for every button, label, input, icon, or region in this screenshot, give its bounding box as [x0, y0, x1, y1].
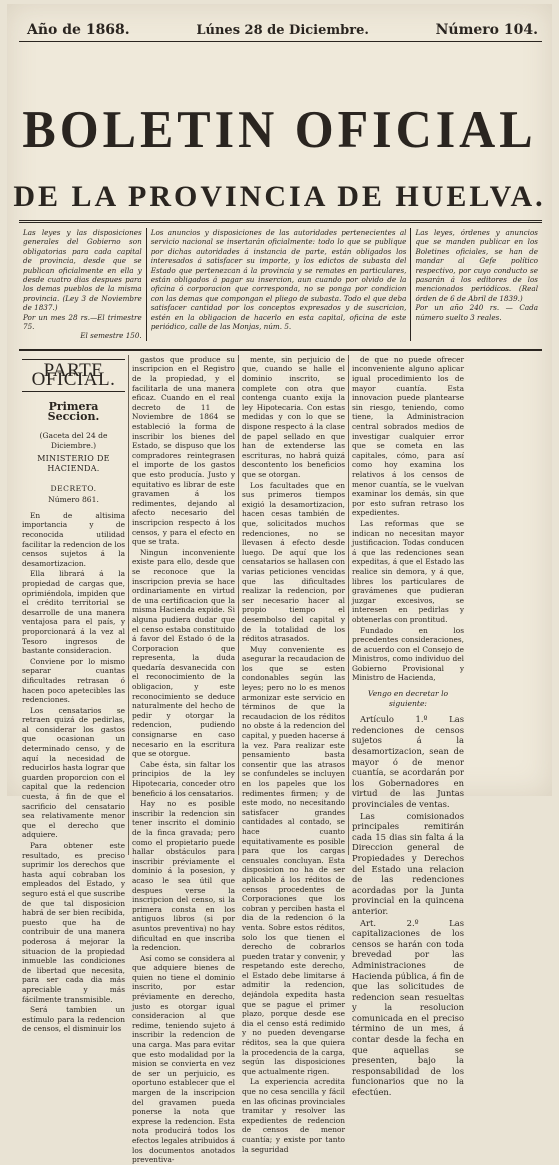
paragraph: Las reformas que se indican no necesitan mayor justificacion. Todas conducen á que las redenciones sean expeditas, á que el Estado las realice sin demora, y á que, libres los particulares de gravámenes que pudieran juzgar excesivos, se interesen en pedirlas y obtenerlas con prontitud. [352, 518, 464, 624]
paragraph: Así como se considera al que adquiere bienes de quien no tiene el dominio inscrito, por estar préviamente en derecho, justo es otorgar igual consideracion al que redime, teniendo sujeto á inscribir la redencion de una carga. Mas para evitar que esto modalidad por la mision se convierta en vez de ser un perjuicio, es oportuno establecer que el margen de la inscripcion del gravamen pueda ponerse la nota que exprese la redencion. Esta nota producirá todos los efectos legales atribuidos á los documentos anotados preventiva- [132, 953, 235, 1165]
paragraph: Cabe ésta, sin faltar los principios de la ley Hipotecaria, conceder otro beneficio á los censatarios. [132, 759, 235, 798]
body-columns [19, 349, 542, 1165]
header-line [7, 4, 552, 38]
notice-right-price: Por un año 240 rs. — Cada número suelto 3 reales. [415, 303, 538, 322]
paragraph: gastos que produce su inscripcion en el Registro de la propiedad, y el facilitarla de una manera eficaz. Cuando en el real decreto de 11 de Noviembre de 1864 se estableció la forma de inscribir los bienes del Estado, se dispuso que los compradores reintegrasen el importe de los gastos que esto producía. Justo y equitativo es librar de este gravamen á los redimentes, dejando al afecto necesario del inscripcion respecto á los censos, y para el efecto en que se trata. [132, 354, 235, 547]
article-1b: Las comisionados principales remitirán cada 15 dias sin falta á la Direccion general de Propiedades y Derechos del Estado una relacion de las redenciones acordadas por la Junta provincial en la quincena anterior. [352, 810, 464, 916]
notice-center: Los anuncios y disposiciones de las autoridades pertenecientes al servicio nacional se insertarán oficialmente: todo lo que se publique por dichas autoridades á instancia de parte, están obligados los interesados á satisfacer su importe, y los edictos de subasta del Estado que pertenezcan á la provincia y se remates en particulares, están obligados á pagar su insercion, aun cuando por olvido de la oficina ó corporacion que corresponda, no se ponga por condicion con las demas que compongan el pliego de subasta. Todo el que deba satisfacer cantidad por los conceptos expresados y de suscricion, estén en la obligacion de hacerlo en esta capital, oficina de este periódico, calle de las Monjas, núm. 5. [147, 228, 412, 341]
paragraph: Ningun inconveniente existe para ello, desde que se reconoce que la inscripcion previa se hace ordinariamente en virtud de una certificacion que la misma Hacienda expide. Si alguna pudiera dudar que el censo estaba constituido á favor del Estado ó de la Corporacion que representa, la duda quedaría desvanecida con el reconocimiento de la obligacion, y este reconocimiento se deduce naturalmente del hecho de pedir y otorgar la redencion, pudiendo consignarse en caso necesario en la escritura que se otorgue. [132, 547, 235, 759]
notice-right-text: Las leyes, órdenes y anuncios que se manden publicar en los Boletines oficiales, se han de mandar al Gefe político respectivo, por cuyo conducto se pasarán á los editores de los mencionados periódicos. (Real órden de 6 de Abril de 1839.) [415, 228, 538, 303]
paragraph: Conviene por lo mismo separar cuantas dificultades retrasan ó hacen poco apetecibles las redenciones. [22, 656, 125, 705]
paragraph: Hay no es posible inscribir la redencion sin tener inscrito el dominio de la finca gravada; pero como el propietario puede hallar obstáculos para inscribir préviamente el dominio á la posesion, y acaso le sea útil que despues verse la inscripcion del censo, si la primera consta en los antiguos libros (si por asuntos preventiva) no hay dificultad en que inscriba la redencion. [132, 799, 235, 953]
column-2 [129, 354, 239, 1165]
column-4 [349, 354, 467, 1098]
paragraph: Los censatarios se retraen quizá de pedirlas, al considerar los gastos que ocasionan un determinado censo, y de aquí la necesidad de reducirlos hasta lograr que guarden proporcion con el capital que la redencion cuesta, á fin de que el sacrificio del censatario sea relativamente menor que el derecho que adquiere. [22, 705, 125, 840]
header-year: Año de 1868. [27, 22, 130, 38]
notice-left-price2: El semestre 150. [80, 331, 142, 341]
paragraph: Será tambien un estímulo para la redencion de censos, el disminuir los [22, 1005, 125, 1034]
paragraph: Fundado en los precedentes consideraciones, de acuerdo con el Consejo de Ministros, como individuo del Gobierno Provisional y Ministro de Hacienda, [352, 625, 464, 683]
paragraph: En de altisima importancia y de reconocida utilidad facilitar la redencion de los censos sujetos á la desamortizacion. [22, 510, 125, 568]
notices-row [19, 228, 542, 341]
newspaper-page [7, 4, 552, 1165]
masthead-title: BOLETIN OFICIAL [22, 99, 537, 159]
paragraph: Para obtener este resultado, es preciso suprimir los derechos que hasta aquí cobraban los empleados del Estado, y seguro está el que suscribe de que tal disposicion habrá de ser bien recibida, puesto que ha de contribuir de una manera poderosa á mejorar la situacion de la propiedad inmueble las condiciones de libertad que necesita, para ser cada dia más apreciable y más fácilmente transmisible. [22, 841, 125, 1004]
decreto-heading: DECRETO. [50, 483, 97, 493]
article-1: Artículo 1.º Las redenciones de censos sujetos á la desamortizacion, sean de mayor ó de menor cuantía, se acordarán por los Gobernadores en virtud de las Juntas provinciales de ventas. [352, 714, 464, 809]
parte-oficial-heading: PARTE OFICIAL. [22, 359, 125, 392]
column-4-text [352, 355, 464, 683]
paragraph: La experiencia acredita que no cesa sencilla y fácil en las oficinas provinciales tramitar y resolver las expedientes de redencion de censos de menor cuantía; y existe por tanto la seguridad [242, 1077, 345, 1154]
decreto-number: Número 861. [48, 495, 99, 505]
seccion-heading: Primera Seccion. [47, 400, 100, 423]
paragraph: Ella librará á la propiedad de cargas que, oprimiéndola, impiden que el crédito territorial se desarrolle de una manera ventajosa para el país, y proporcionará á la vez al Tesoro ingresos de bastante consideracion. [22, 569, 125, 656]
header-date: Lúnes 28 de Diciembre. [196, 23, 369, 38]
column-1 [19, 355, 129, 1034]
notice-left-text: Las leyes y las disposiciones generales del Gobierno son obligatorias para cada capital de provincia, desde que se publican oficialmente en ella y desde cuatro dias despues para los demas pueblos de la misma provincia. (Ley 3 de Noviembre de 1837.) [23, 228, 142, 313]
notice-left [19, 228, 147, 341]
paragraph: de que no puede ofrecer inconveniente alguno aplicar igual procedimiento los de mayor cuantía. Esta innovacion puede plantearse sin riesgo, teniendo, como tiene, la Administracion central sobrados medios de investigar cualquier error que se cometa en las capitales, cómo, para así como hoy examina los relativos á los censos de menor cuantía, se le vuelvan examinar los demás, sin que por esto sufran retraso los expedientes. [352, 354, 464, 518]
header-rule [19, 41, 542, 42]
notice-left-price1: Por un mes 28 rs.—El trimestre 75. [23, 312, 142, 332]
paragraph: Muy conveniente es asegurar la recaudacion de los que se esten condonables según las leyes; pero no lo es menos armonizar este servicio en términos de que la recaudacion de los réditos no obste á la redencion del capital, y pueden hacerse á la vez. Para realizar este pensamiento basta consentir que las atrasos se confundeles se incluyen en los papeles que los redimentes firmen; y de este modo, no necesitando satisfacer grandes cantidades al contado, se hace cuanto equitativamente es posible para que los cargas censuales concluyan. Esta disposicion no ha de ser aplicable á los réditos de censos procedentes de Corporaciones que los cobran y perciben hasta el dia de la redencion ó la venta. Sobre estos réditos, solo los que tienen el derecho de cobrarlos pueden tratar y convenir, y respetando este derecho, el Estado debe limitarse á admitir la redencion, dejándola expedita hasta que se pague el primer plazo, porque desde ese dia el censo está redimido y no pueden devengarse réditos, sea la que quiera la procedencia de la carga, según las disposiciones que actualmente rigen. [242, 644, 345, 1076]
gaceta-line: (Gaceta del 24 de Diciembre.) [39, 431, 108, 450]
notice-right [411, 228, 542, 341]
column-1-text [22, 511, 125, 1034]
article-2: Art. 2.º Las capitalizaciones de los censos se harán con toda brevedad por las Administraciones de Hacienda pública, á fin de que las solicitudes de redencion sean resueltas y la resolucion comunicada en el preciso término de un mes, á contar desde la fecha en que aquellas se presenten, bajo la responsabilidad de los funcionarios que no la efectúen. [352, 917, 464, 1098]
decreto-resolution-heading: Vengo en decretar lo siguiente: [367, 689, 449, 708]
masthead-subtitle: DE LA PROVINCIA DE HUELVA. [13, 180, 546, 213]
masthead-rule [19, 220, 542, 223]
column-3 [239, 354, 349, 1154]
header-number: Número 104. [435, 22, 538, 38]
paragraph: Los facultades que en sus primeros tiempos exigió la desamortizacion, hacen cesas también de que, solicitados muchos redenciones, no se llevasen á efecto desde luego. De aquí que los censatarios se hallasen con varias peticiones vencidas que las dificultades realizar la redencion, por ser necesario hacer al propio tiempo el desembolso del capital y de la totalidad de los réditos atrasados. [242, 480, 345, 644]
paragraph: mente, sin perjuicio de que, cuando se halle el dominio inscrito, se complete con otra que contenga cuanto exija la ley Hipotecaria. Con estas medidas y con lo que se dispone respecto á la clase de papel sellado en que han de extenderse las escrituras, no habrá quizá descontento los beneficios que se otorgan. [242, 354, 345, 479]
ministerio-heading: MINISTERIO DE HACIENDA. [37, 454, 110, 474]
